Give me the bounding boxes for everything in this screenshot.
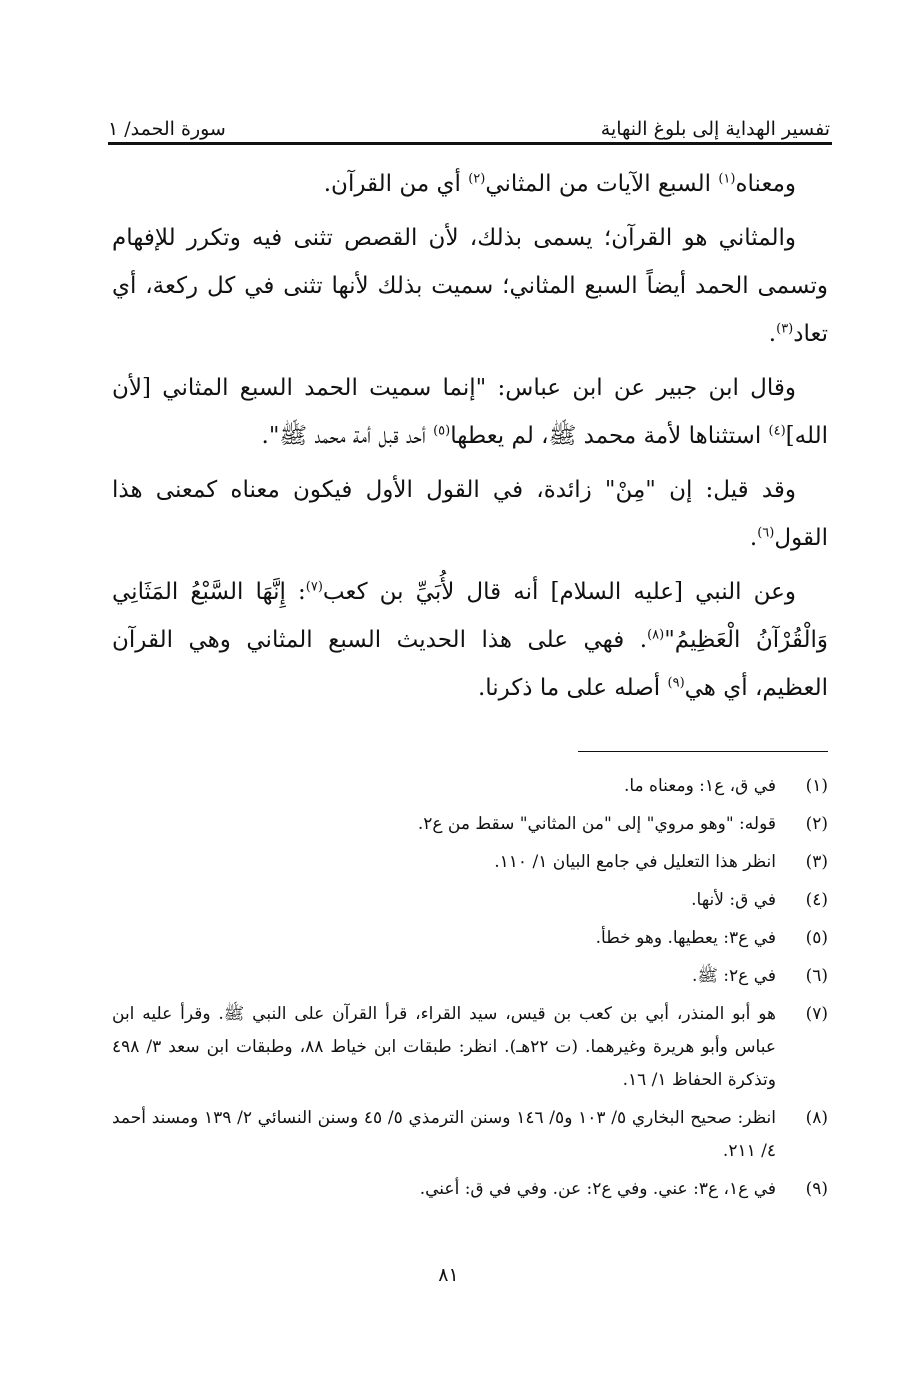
footnote-ref-3: (٣) [776,321,794,337]
footnote-number: (١) [805,776,828,796]
paragraph-4: وقد قيل: إن "مِنْ" زائدة، في القول الأول فيكون معناه كمعنى هذا القول$^{(٦)}$. [112,477,828,551]
footnote-separator [578,751,828,752]
footnote-ref-6: (٦) [757,525,775,541]
page-number: ٨١ [438,1264,459,1286]
footnote [112,960,828,993]
footnote-number: (٢) [805,814,828,834]
footnote-number: (٤) [805,890,828,910]
book-title: تفسير الهداية إلى بلوغ النهاية [600,118,830,140]
footnote-ref-9: (٩) [667,675,685,691]
footnote-text: هو أبو المنذر، أبي بن كعب بن قيس، سيد القراء، قرأ القرآن على النبي ﷺ. وقرأ عليه ابن عباس وأبو هريرة وغيرهما. (ت ٢٢هـ). انظر: طبقات ابن خياط ٨٨، وطبقات ابن سعد ٣/ ٤٩٨ وتذكرة الحفاظ ١/ ١٦. [112,1004,776,1090]
footnote [112,1173,828,1206]
footnote-number: (٦) [805,966,828,986]
footnote-ref-4: (٤) [768,423,786,439]
paragraph-5: وعن النبي [عليه السلام] أنه قال لأُبَيِّ بن كعب$^{(٧)}$: إِنَّهَا السَّبْعُ المَثَانِي وَالْقُرْآنُ الْعَظِيمُ"$^{(٨)}$. فهي على هذا الحديث السبع المثاني وهي القرآن العظيم، أي هي$^{(٩)}$ أصله على ما ذكرنا. [112,579,828,701]
footnote-text: في ع٢: ﷺ. [691,966,776,986]
footnote [112,998,828,1097]
footnote [112,770,828,803]
footnote-ref-7: (٧) [305,579,323,595]
paragraph-3: وقال ابن جبير عن ابن عباس: "إنما سميت الحمد السبع المثاني [لأن الله]$^{(٤)}$ استثناها لأمة محمد ﷺ، لم يعطها$^{(٥)}$ أحد قبل أمة محمد ﷺ". [112,375,828,449]
footnote-ref-1: (١) [718,171,736,187]
footnote-number: (٣) [805,852,828,872]
footnote-text: انظر: صحيح البخاري ٥/ ١٠٣ و٥/ ١٤٦ وسنن الترمذي ٥/ ٤٥ وسنن النسائي ٢/ ١٣٩ ومسند أحمد ٤/ ٢١١. [112,1108,776,1161]
footnote [112,846,828,879]
footnote-text: قوله: "وهو مروي" إلى "من المثاني" سقط من ع٢. [417,814,776,834]
footnote-text: في ع٣: يعطيها. وهو خطأ. [595,928,776,948]
footnote-number: (٩) [805,1179,828,1199]
footnote-ref-5: (٥) [433,423,451,439]
footnote-text: انظر هذا التعليل في جامع البيان ١/ ١١٠. [494,852,776,872]
footnote-number: (٨) [805,1108,828,1128]
main-text [112,160,828,718]
footnote [112,1102,828,1168]
paragraph-2: والمثاني هو القرآن؛ يسمى بذلك، لأن القصص تثنى فيه وتكرر للإفهام وتسمى الحمد أيضاً السبع المثاني؛ سميت بذلك لأنها تثنى في كل ركعة، أي تعاد$^{(٣)}$. [112,225,828,347]
footnote-ref-2: (٢) [468,171,486,187]
surah-label: سورة الحمد/ ١ [108,118,226,140]
footnote-text: في ع١، ع٣: عني. وفي ع٢: عن. وفي في ق: أعني. [419,1179,776,1199]
footnote-text: في ق، ع١: ومعناه ما. [623,776,776,796]
footnote-number: (٧) [805,1004,828,1024]
footnote [112,808,828,841]
footnotes [112,770,828,1211]
running-header [108,100,830,140]
footnote [112,884,828,917]
header-rule [108,142,832,145]
footnote [112,922,828,955]
footnote-number: (٥) [805,928,828,948]
footnote-ref-8: (٨) [647,627,665,643]
paragraph-1: ومعناه$^{(١)}$ السبع الآيات من المثاني$^{(٢)}$ أي من القرآن. [323,171,796,197]
footnote-text: في ق: لأنها. [691,890,776,910]
